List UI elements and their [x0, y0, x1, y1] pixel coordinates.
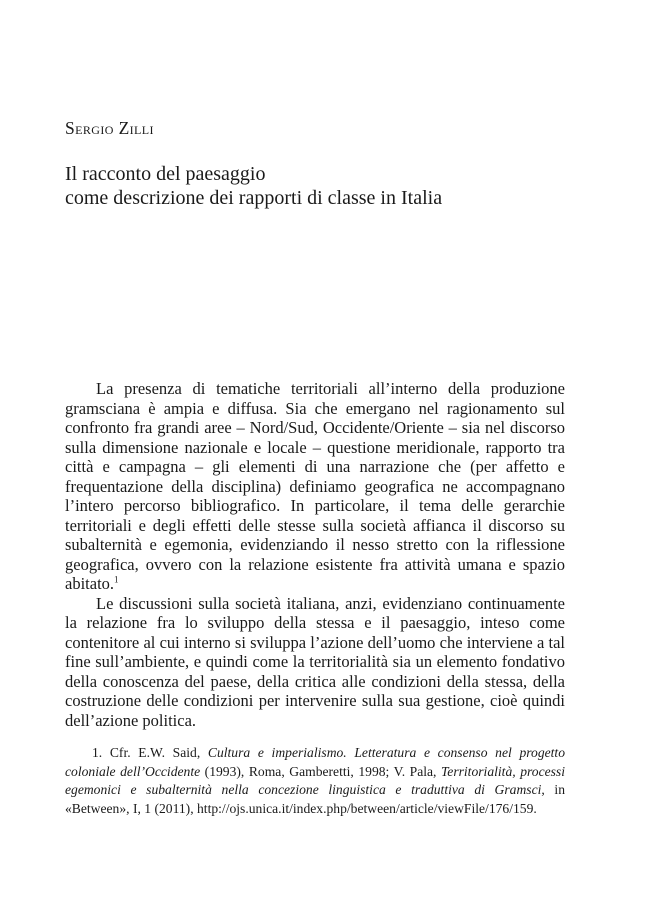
article-body — [65, 379, 565, 730]
footnote-work-title-1: Cultura e imperialismo. Letteratura e consenso nel progetto coloniale dell’Occidente — [65, 745, 566, 779]
title-line-1: Il racconto del paesaggio — [65, 163, 266, 185]
author-name: Sergio Zilli — [65, 118, 154, 138]
paragraph-1 — [65, 379, 565, 594]
paragraph-2: Le discussioni sulla società italiana, anzi, evidenziano continuamente la relazione fra lo sviluppo della stessa e il paesaggio, inteso come contenitore al cui interno si sviluppa l’azione dell’uomo che interviene a tal fine sull’ambiente, e quindi come la territorialità sia un elemento fondativo della conoscenza del paese, della critica alle condizioni della stessa, della costruzione delle condizioni per intervenire sulla sua gestione, cioè quindi dell’azione politica. — [65, 593, 565, 730]
footnote-1 — [65, 744, 565, 818]
title-line-2: come descrizione dei rapporti di classe in Italia — [65, 187, 443, 209]
footnote-text-c: , in «Between», I, 1 (2011), http://ojs.unica.it/index.php/between/article/viewFile/176/159. — [65, 782, 566, 816]
footnote-marker: 1 — [114, 574, 119, 585]
footnote-text-a: 1. Cfr. E.W. Said, — [92, 745, 208, 760]
footnote-text-b: (1993), Roma, Gamberetti, 1998; V. Pala, — [200, 763, 441, 779]
article-title — [65, 162, 585, 210]
paragraph-1-text: La presenza di tematiche territoriali all’interno della produzione gramsciana è ampia e diffusa. Sia che emergano nel ragionamento sul confronto fra grandi aree – Nord/Sud, Occidente/Oriente – sia nel discorso sulla dimensione nazionale e locale – questione meridionale, rapporto tra città e campagna – gli elementi di una narrazione che (per affetto e frequentazione della disciplina) definiamo geografica ne accompagnano l’intero percorso bibliografico. In particolare, il tema delle gerarchie territoriali e degli effetti delle stesse sulla società affianca il discorso su subalternità e egemonia, evidenziando il nesso stretto con la riflessione geografica, ovvero con la relazione esistente fra attività umana e spazio abitato. — [65, 379, 565, 593]
footnote-work-title-2: Territorialità, processi egemonici e subalternità nella concezione linguistica e traduttiva di Gramsci — [65, 763, 565, 797]
